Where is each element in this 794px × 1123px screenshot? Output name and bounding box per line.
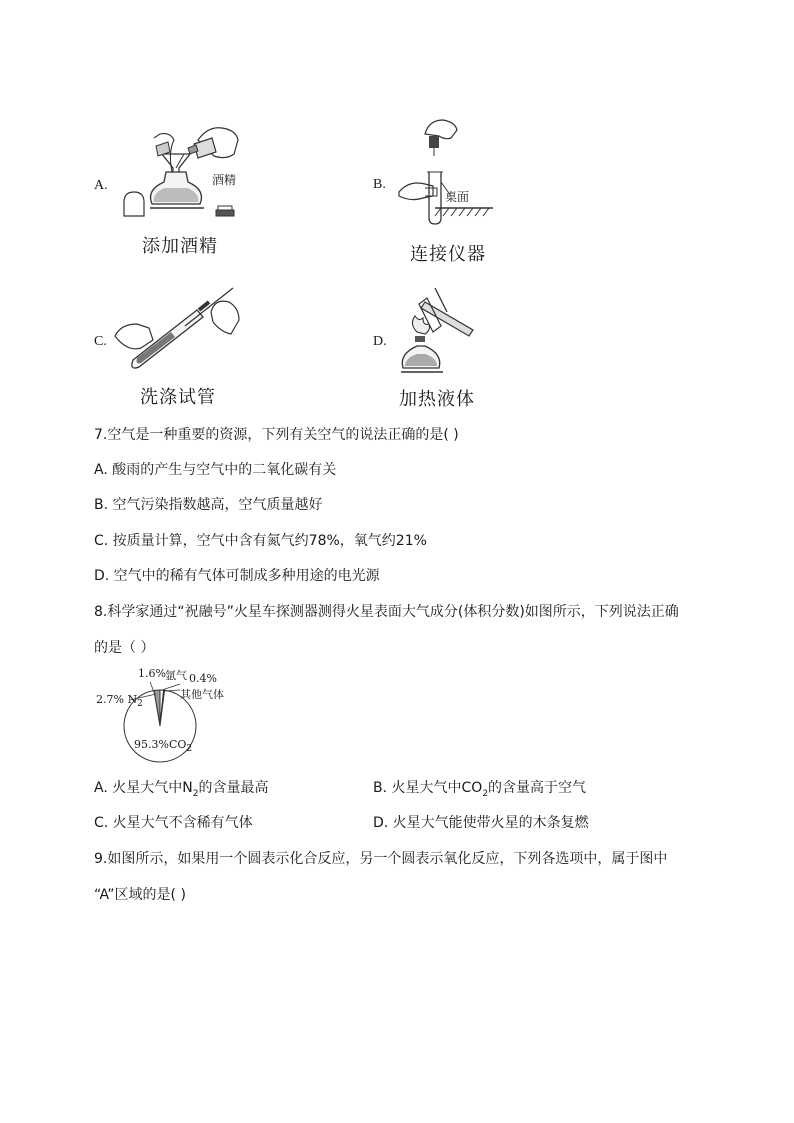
question-7-option-b: B. 空气污染指数越高，空气质量越好 bbox=[94, 497, 323, 513]
q8-b-sub: 2 bbox=[482, 788, 489, 799]
question-7-stem: 7.空气是一种重要的资源，下列有关空气的说法正确的是( ) bbox=[94, 427, 459, 443]
pie-label-n2 bbox=[96, 693, 143, 709]
question-8-option-a bbox=[94, 777, 268, 799]
question-7-option-c: C. 按质量计算，空气中含有氮气约78%，氧气约21% bbox=[94, 533, 427, 549]
pie-label-other-pct: 0.4% bbox=[189, 672, 217, 685]
question-7-option-d: D. 空气中的稀有气体可制成多种用途的电光源 bbox=[94, 568, 380, 584]
question-8-stem-line-1: 8.科学家通过“祝融号”火星车探测器测得火星表面大气成分(体积分数)如图所示，下列说法正确 bbox=[94, 604, 679, 620]
pie-label-argon-pct: 1.6% bbox=[138, 667, 166, 680]
q8-b-pre: B. 火星大气中CO bbox=[373, 780, 483, 796]
question-9-stem-line-2: “A”区域的是( ) bbox=[94, 887, 186, 903]
question-8-option-b bbox=[373, 777, 586, 799]
figure-b-letter: B. bbox=[373, 177, 386, 192]
question-9-stem-line-1: 9.如图所示，如果用一个圆表示化合反应，另一个圆表示氧化反应，下列各选项中，属于图中 bbox=[94, 851, 668, 867]
pie-label-n2-sym: N bbox=[127, 693, 138, 706]
figure-c-letter: C. bbox=[94, 334, 107, 349]
connect-apparatus-illustration bbox=[395, 112, 495, 230]
q8-a-sub: 2 bbox=[192, 788, 199, 799]
question-8-stem-line-2: 的是（ ） bbox=[94, 640, 155, 656]
pie-label-other-name: 其他气体 bbox=[180, 688, 224, 701]
question-8-option-c: C. 火星大气不含稀有气体 bbox=[94, 815, 253, 831]
figure-d-caption: 加热液体 bbox=[399, 389, 475, 410]
pie-label-co2 bbox=[134, 738, 192, 754]
figure-d-letter: D. bbox=[373, 334, 387, 349]
figure-b-caption: 连接仪器 bbox=[410, 244, 486, 265]
pie-label-co2-text: 95.3%CO bbox=[134, 738, 187, 751]
q8-b-post: 的含量高于空气 bbox=[488, 780, 587, 796]
question-7-option-a: A. 酸雨的产生与空气中的二氧化碳有关 bbox=[94, 462, 337, 478]
pie-leader-line bbox=[162, 684, 180, 690]
pie-label-n2-sub: 2 bbox=[137, 699, 143, 710]
figure-a-caption: 添加酒精 bbox=[142, 236, 218, 257]
pie-label-n2-pct: 2.7% bbox=[96, 693, 124, 706]
heat-liquid-illustration bbox=[395, 282, 485, 382]
question-8-option-d: D. 火星大气能使带火星的木条复燃 bbox=[373, 815, 589, 831]
figure-b-label: 桌面 bbox=[445, 190, 470, 204]
wash-test-tube-illustration bbox=[115, 282, 245, 374]
q8-a-post: 的含量最高 bbox=[198, 780, 269, 796]
figure-a-letter: A. bbox=[94, 178, 108, 193]
figure-a-label: 酒精 bbox=[212, 173, 237, 187]
pie-label-co2-sub: 2 bbox=[186, 744, 193, 755]
figure-c-caption: 洗涤试管 bbox=[140, 387, 216, 408]
q8-a-pre: A. 火星大气中N bbox=[94, 780, 193, 796]
pie-label-argon-name: 氩气 bbox=[165, 669, 187, 682]
